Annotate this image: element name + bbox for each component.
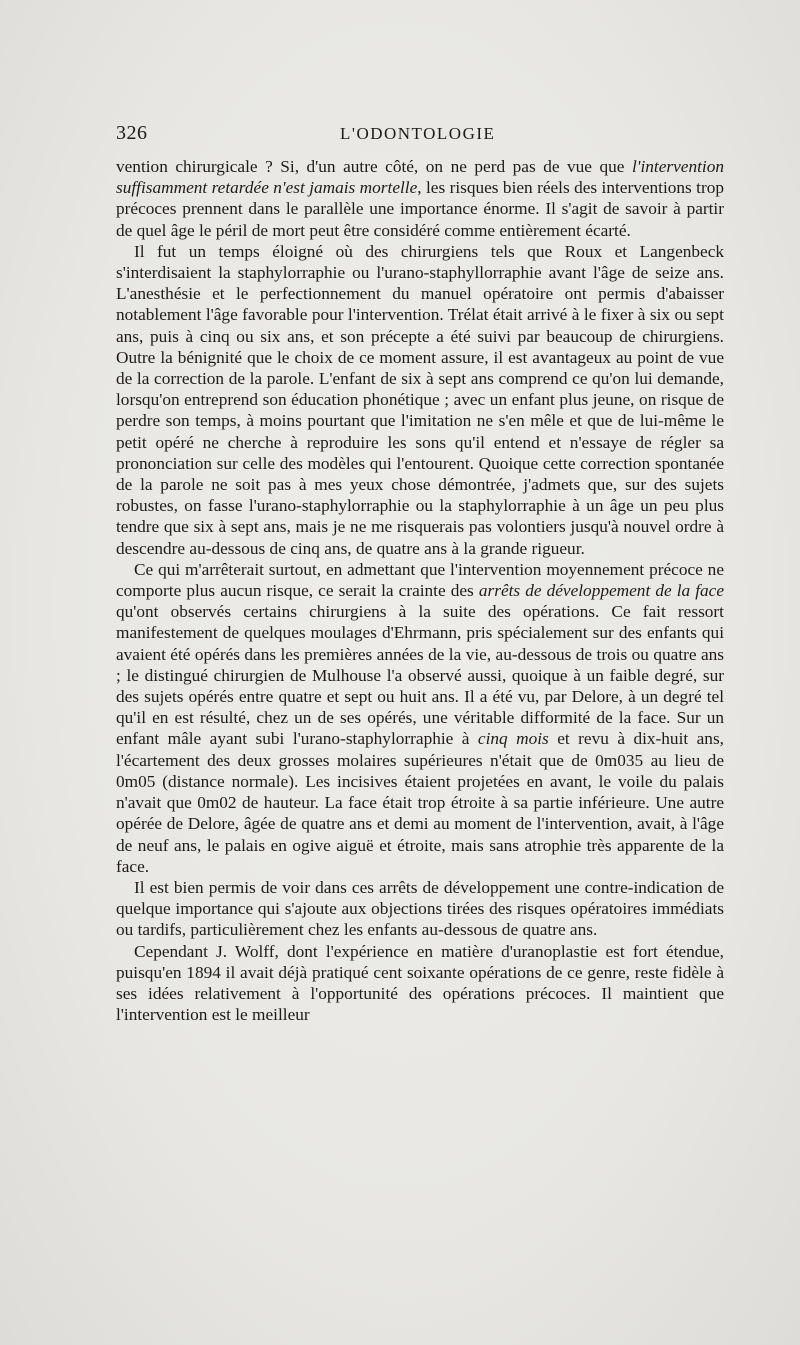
- paragraph: Il est bien permis de voir dans ces arrêts de développement une contre-indication de quelque importance qui s'ajoute aux objections tirées des risques opératoires immédiats ou tardifs, particulièrement chez les enfants au-dessous de quatre ans.: [116, 877, 724, 940]
- italic-phrase: cinq mois: [477, 729, 549, 749]
- paragraph-text: et revu à dix-huit ans, l'écartement des deux grosses molaires supérieures n'était que de 0m035 au lieu de 0m05 (distance normale). Les incisives étaient projetées en avant, le voile du palais n'avait que 0m02 de hauteur. La face était trop étroite à sa partie inférieure. Une autre opérée de Delore, âgée de quatre ans et demi au moment de l'intervention, avait, à l'âge de neuf ans, le palais en ogive aiguë et étroite, mais sans atrophie très apparente de la face.: [116, 729, 724, 876]
- page-header: [116, 122, 724, 148]
- paragraph: [116, 559, 724, 877]
- paragraph-text: vention chirurgicale ? Si, d'un autre côté, on ne perd pas de vue que: [116, 157, 632, 176]
- paragraph-continued: [116, 156, 724, 241]
- body-text: [116, 156, 724, 1025]
- running-title: L'ODONTOLOGIE: [340, 124, 496, 143]
- paragraph-text: , les risques bien réels des interventions trop précoces prennent dans le parallèle une importance énorme. Il s'agit de savoir à partir de quel âge le péril de mort peut être considéré comme entièrement écarté.: [116, 178, 724, 240]
- italic-phrase: arrêts de développement de la face: [478, 581, 725, 601]
- paragraph: Cependant J. Wolff, dont l'expérience en matière d'uranoplastie est fort étendue, puisqu'en 1894 il avait déjà pratiqué cent soixante opérations de ce genre, reste fidèle à ses idées relativement à l'opportunité des opérations précoces. Il maintient que l'intervention est le meilleur: [116, 941, 724, 1025]
- paragraph-text: qu'ont observés certains chirurgiens à la suite des opérations. Ce fait ressort manifestement de quelques moulages d'Ehrmann, pris spécialement sur des enfants qui avaient été opérés dans les premières années de la vie, au-dessous de trois ou quatre ans ; le distingué chirurgien de Mulhouse l'a observé aussi, quoique à un faible degré, sur des sujets opérés entre quatre et sept ou huit ans. Il a été vu, par Delore, à un degré tel qu'il en est résulté, chez un de ses opérés, une véritable difformité de la face. Sur un enfant mâle ayant subi l'urano-staphylorraphie à: [116, 602, 724, 749]
- page-number: 326: [116, 122, 148, 144]
- paragraph: Il fut un temps éloigné où des chirurgiens tels que Roux et Langenbeck s'interdisaient la staphylorraphie ou l'urano-staphyllorraphie avant l'âge de seize ans. L'anesthésie et le perfectionnement du manuel opératoire ont permis d'abaisser notablement l'âge favorable pour l'intervention. Trélat était arrivé à le fixer à six ou sept ans, puis à cinq ou six ans, et son précepte a été suivi par beaucoup de chirurgiens. Outre la bénignité que le choix de ce moment assure, il est avantageux au point de vue de la correction de la parole. L'enfant de six à sept ans comprend ce qu'on lui demande, lorsqu'on entreprend son éducation phonétique ; avec un enfant plus jeune, on risque de perdre son temps, à moins pourtant que l'imitation ne s'en mêle et que de lui-même le petit opéré ne cherche à reproduire les sons qu'il entend et n'essaye de régler sa prononciation sur celle des modèles qui l'entourent. Quoique cette correction spontanée de la parole ne soit pas à mes yeux chose démontrée, j'admets que, sur des sujets robustes, on fasse l'urano-staphylorraphie ou la staphylorraphie à un âge un peu plus tendre que six à sept ans, mais je ne me risquerais pas volontiers jusqu'à nouvel ordre à descendre au-dessous de cinq ans, de quatre ans à la grande rigueur.: [116, 241, 724, 558]
- paragraph-text: Ce qui m'arrêterait surtout, en admettant que l'intervention moyennement précoce ne comporte plus aucun risque, ce serait la crainte des: [116, 559, 724, 601]
- italic-phrase: l'intervention suffisamment retardée n'est jamais mortelle: [116, 157, 724, 198]
